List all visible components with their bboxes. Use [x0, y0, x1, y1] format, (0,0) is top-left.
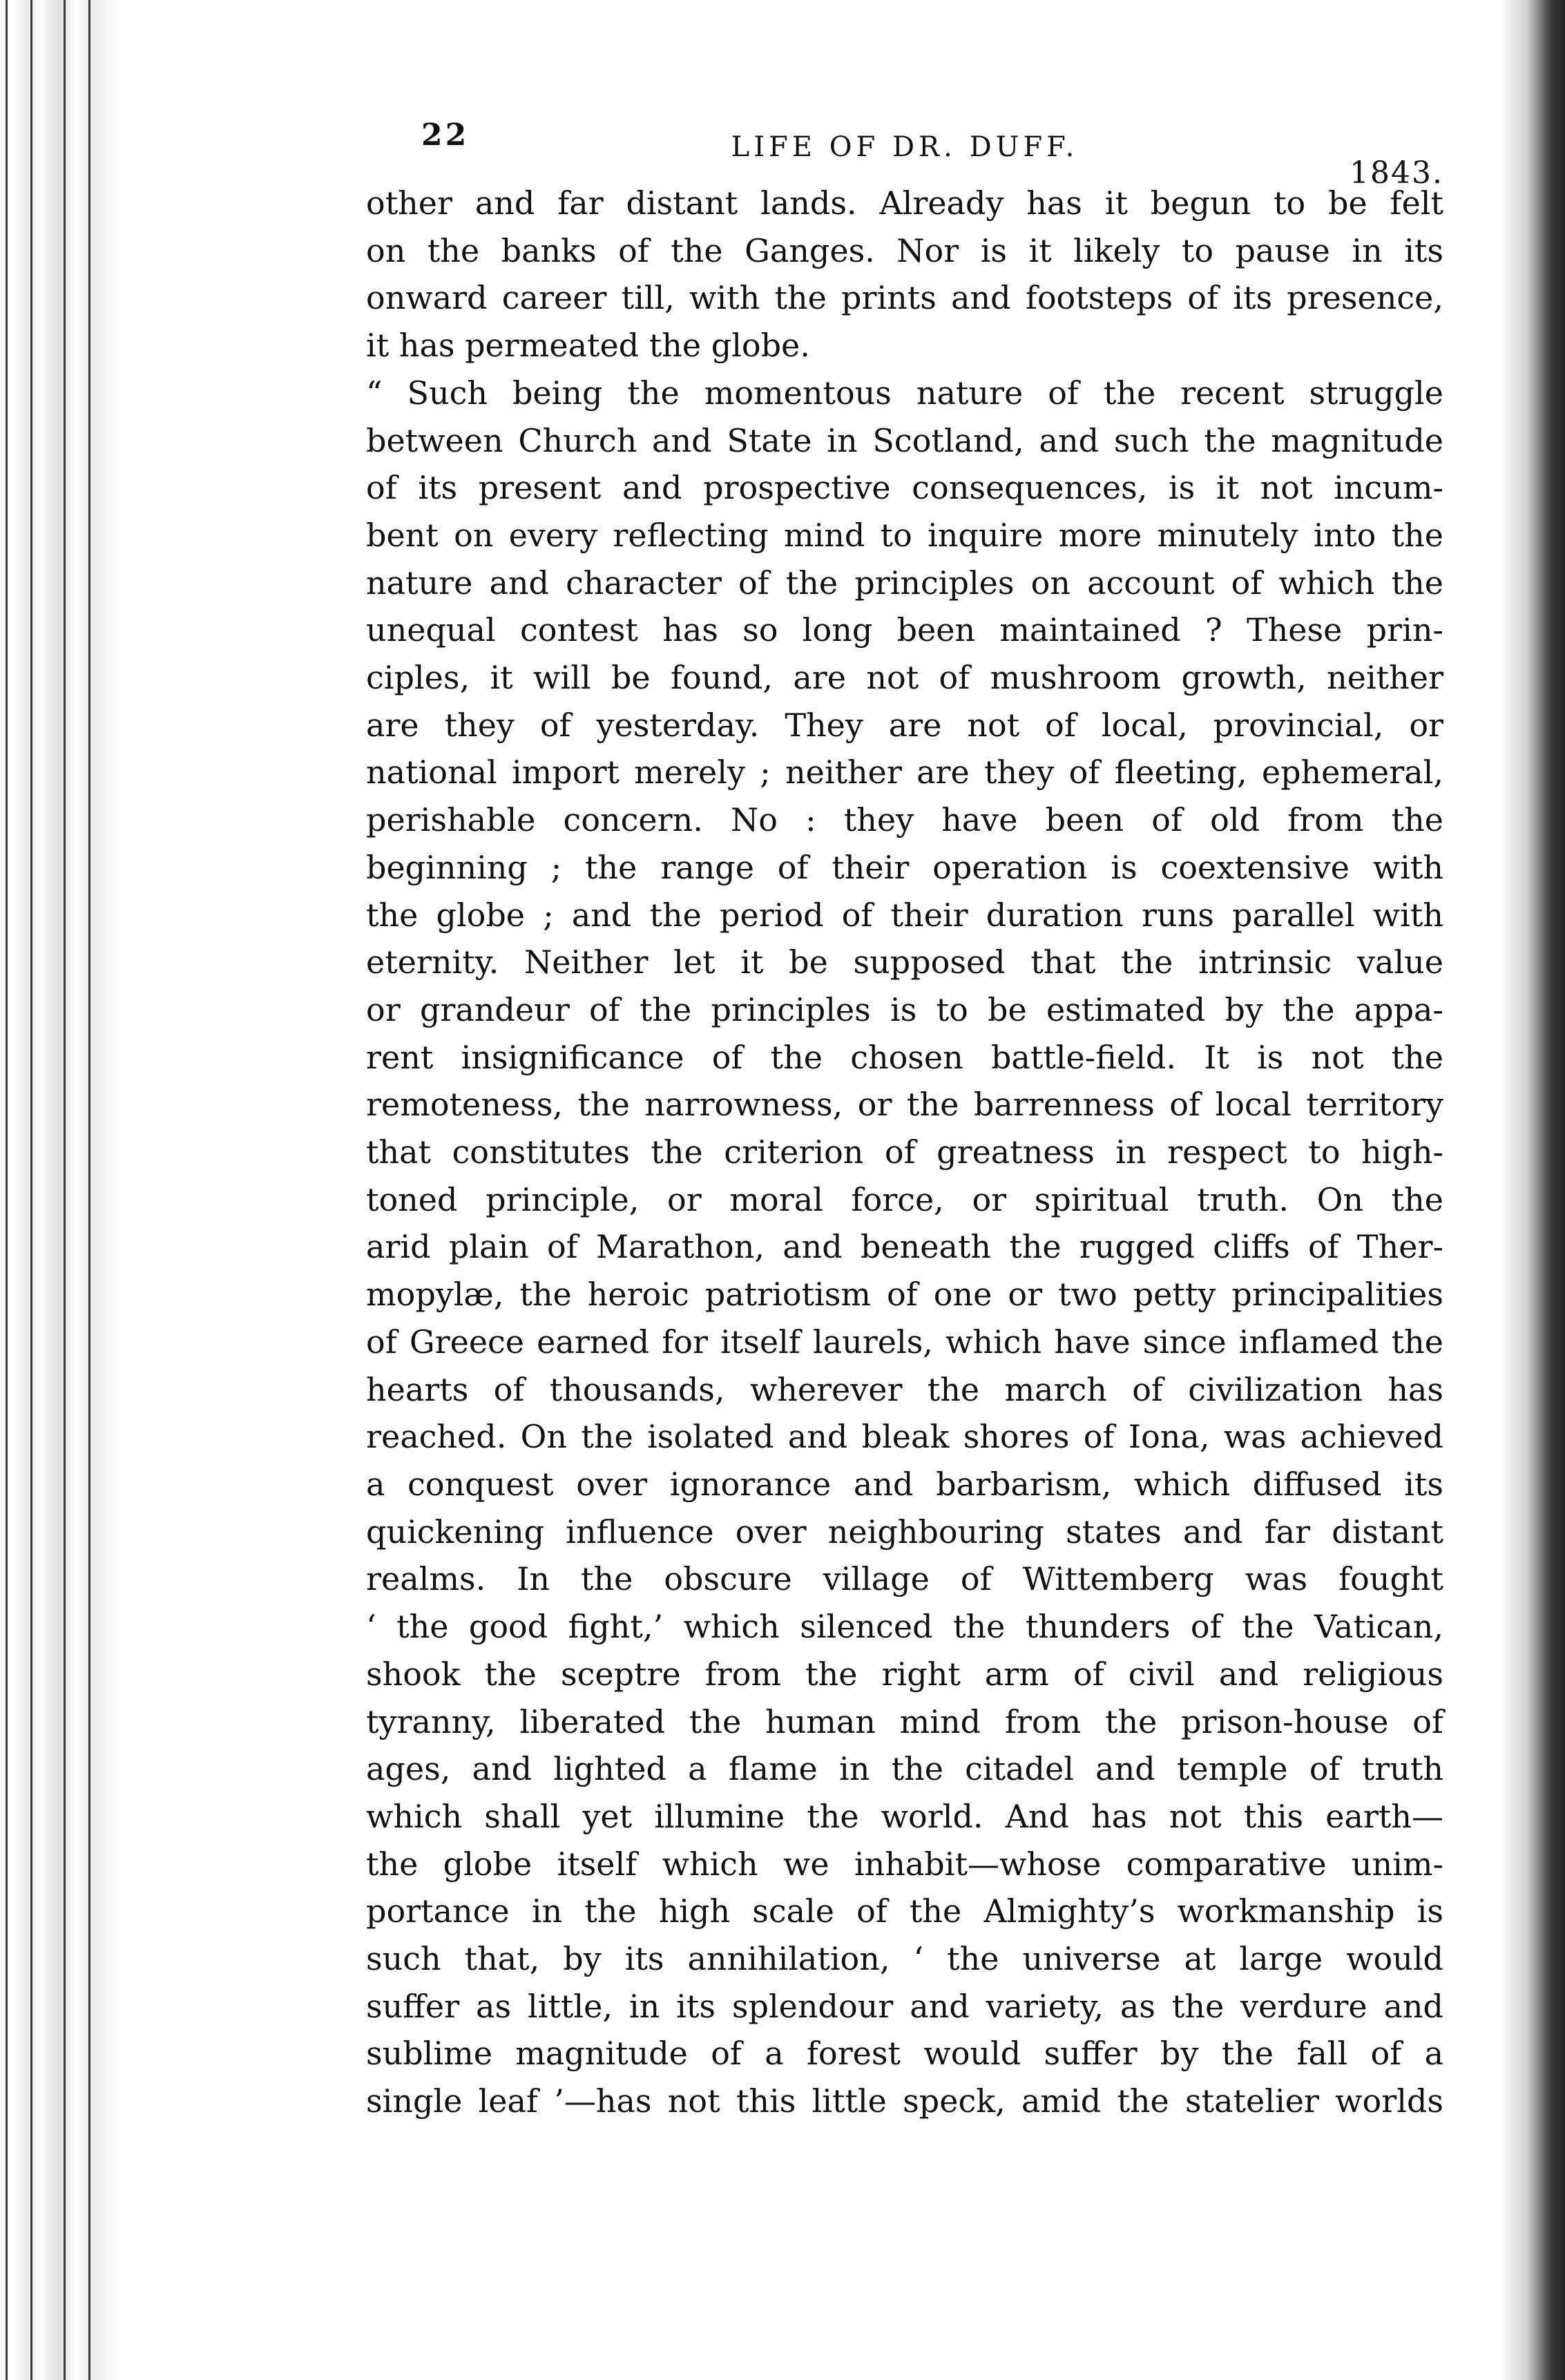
text-line: realms. In the obscure village of Wittemberg was fought: [366, 1560, 1443, 1598]
text-line: suffer as little, in its splendour and variety, as the verdure and: [366, 1987, 1443, 2025]
text-line: of Greece earned for itself laurels, which have since inflamed the: [366, 1323, 1443, 1361]
text-line: the globe itself which we inhabit—whose comparative unim-: [366, 1845, 1443, 1883]
text-line: of its present and prospective consequences, is it not incum-: [366, 469, 1443, 507]
running-head: [366, 117, 1443, 191]
header-year: 1843.: [1350, 155, 1443, 191]
text-line: a conquest over ignorance and barbarism, which diffused its: [366, 1465, 1443, 1503]
text-line: rent insignificance of the chosen battle-field. It is not the: [366, 1038, 1443, 1076]
text-line: reached. On the isolated and bleak shores of Iona, was achieved: [366, 1418, 1443, 1456]
book-gutter: [0, 0, 121, 2380]
text-line: sublime magnitude of a forest would suffer by the fall of a: [366, 2035, 1443, 2073]
text-line: unequal contest has so long been maintained ? These prin-: [366, 611, 1443, 649]
text-line: the globe ; and the period of their duration runs parallel with: [366, 896, 1443, 934]
text-line: hearts of thousands, wherever the march of civilization has: [366, 1370, 1443, 1408]
text-line: shook the sceptre from the right arm of civil and religious: [366, 1655, 1443, 1693]
text-line: nature and character of the principles on account of which the: [366, 564, 1443, 602]
text-line: quickening influence over neighbouring states and far distant: [366, 1513, 1443, 1551]
text-line: bent on every reflecting mind to inquire more minutely into the: [366, 516, 1443, 554]
text-line: beginning ; the range of their operation is coextensive with: [366, 848, 1443, 886]
text-line: national import merely ; neither are they of fleeting, ephemeral,: [366, 754, 1443, 791]
text-line: ciples, it will be found, are not of mushroom growth, neither: [366, 659, 1443, 697]
text-line: eternity. Neither let it be supposed that the intrinsic value: [366, 943, 1443, 981]
text-line: which shall yet illumine the world. And has not this earth—: [366, 1797, 1443, 1835]
text-line: such that, by its annihilation, ‘ the universe at large would: [366, 1940, 1443, 1978]
text-line: onward career till, with the prints and footsteps of its presence,: [366, 279, 1443, 317]
page-number: 22: [421, 117, 470, 153]
page-edge-shadow: [1499, 0, 1565, 2380]
running-title: LIFE OF DR. DUFF.: [731, 131, 1079, 163]
text-line: that constitutes the criterion of greatness in respect to high-: [366, 1133, 1443, 1171]
text-line: arid plain of Marathon, and beneath the rugged cliffs of Ther-: [366, 1228, 1443, 1266]
text-line: are they of yesterday. They are not of local, provincial, or: [366, 706, 1443, 744]
text-line: mopylæ, the heroic patriotism of one or two petty principalities: [366, 1276, 1443, 1314]
book-page: [366, 117, 1443, 2328]
text-line: on the banks of the Ganges. Nor is it likely to pause in its: [366, 231, 1443, 269]
text-line: ages, and lighted a flame in the citadel and temple of truth: [366, 1750, 1443, 1788]
text-line: perishable concern. No : they have been of old from the: [366, 801, 1443, 839]
text-line: between Church and State in Scotland, and such the magnitude: [366, 421, 1443, 459]
text-line: tyranny, liberated the human mind from the prison-house of: [366, 1702, 1443, 1740]
text-line: “ Such being the momentous nature of the recent struggle: [366, 374, 1443, 412]
body-text: [366, 180, 1443, 2125]
text-line: or grandeur of the principles is to be estimated by the appa-: [366, 990, 1443, 1028]
text-line: other and far distant lands. Already has it begun to be felt: [366, 184, 1443, 222]
text-line: it has permeated the globe.: [366, 327, 810, 365]
text-line: ‘ the good fight,’ which silenced the thunders of the Vatican,: [366, 1608, 1443, 1646]
text-line: portance in the high scale of the Almighty’s workmanship is: [366, 1892, 1443, 1930]
text-line: remoteness, the narrowness, or the barrenness of local territory: [366, 1086, 1443, 1124]
text-line: single leaf ’—has not this little speck, amid the statelier worlds: [366, 2082, 1443, 2120]
text-line: toned principle, or moral force, or spiritual truth. On the: [366, 1180, 1443, 1218]
